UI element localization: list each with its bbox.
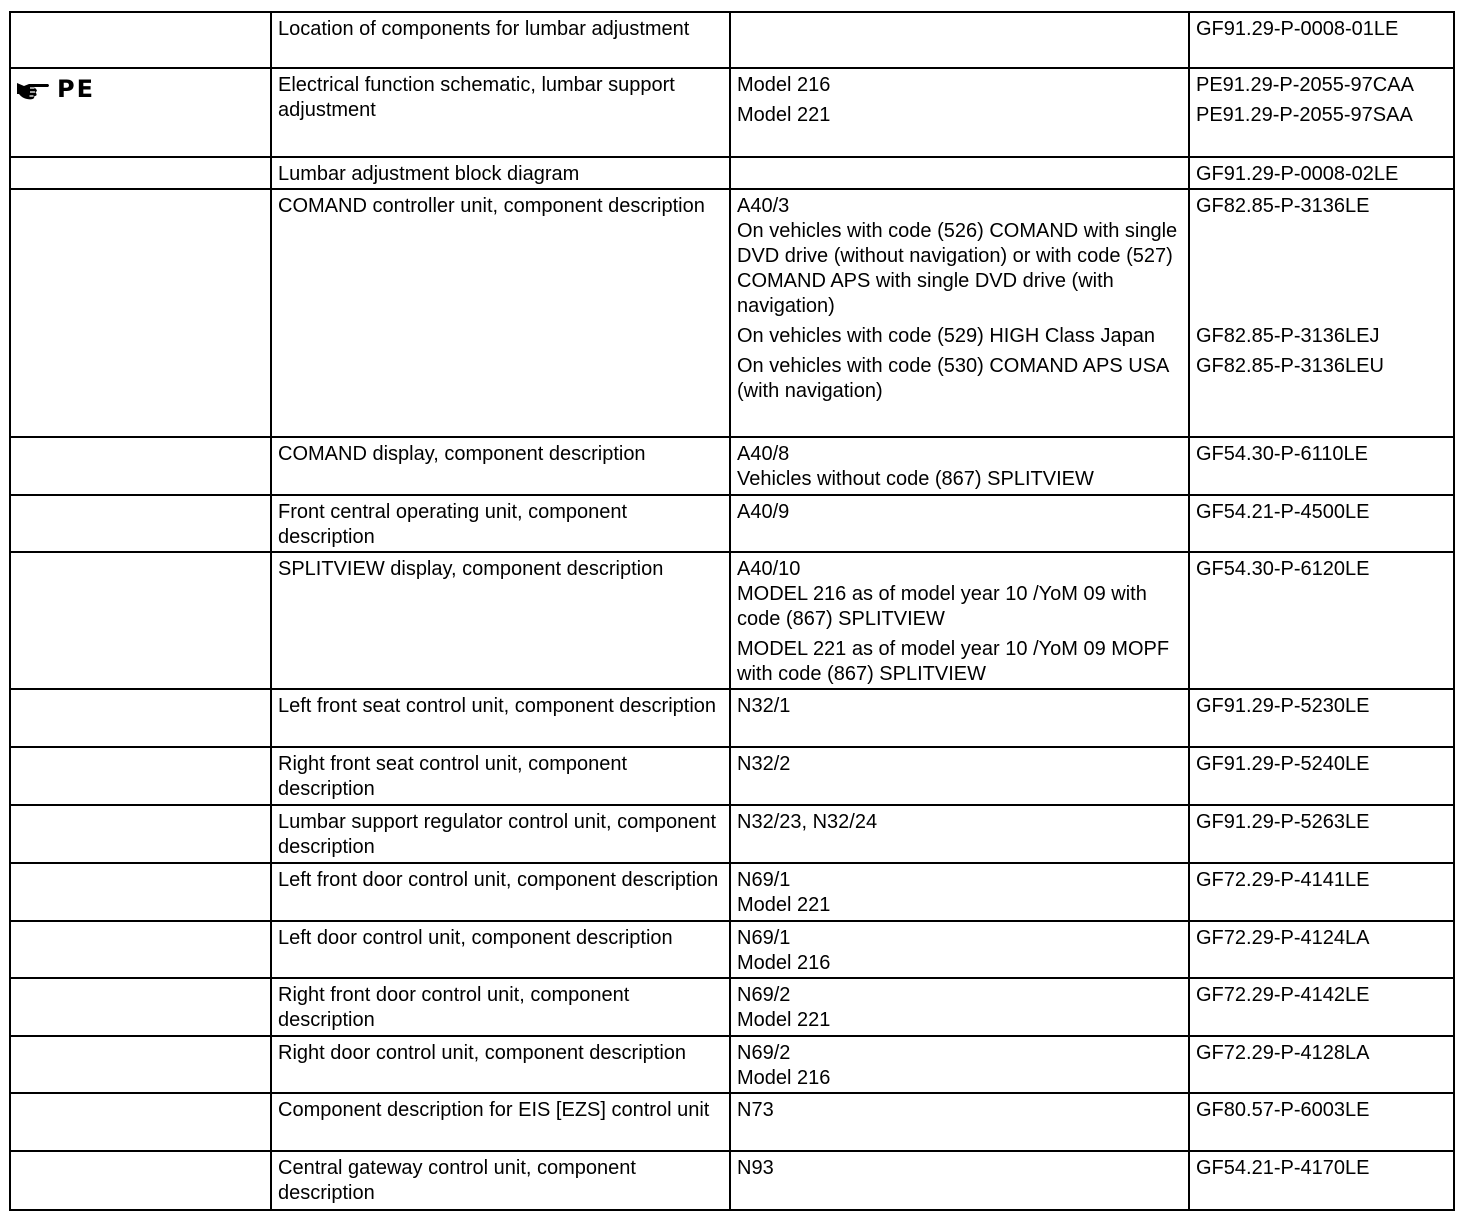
title-cell [271,1093,730,1151]
detail-block [737,354,1182,404]
detail-block [737,637,1182,687]
detail-block [737,1098,1182,1123]
table-row [10,495,1454,552]
title-cell [271,495,730,552]
document-cell [1189,805,1454,863]
detail-text: Model 216 [737,74,831,96]
document-cell [1189,157,1454,189]
title-cell [271,68,730,157]
marker-cell [10,68,271,157]
document-cell [1189,689,1454,747]
title-cell [271,921,730,978]
document-number-block [1196,324,1447,349]
detail-text: Vehicles without code (867) SPLITVIEW [737,468,1094,490]
details-cell [730,1093,1189,1151]
title-cell [271,1036,730,1093]
table-row [10,863,1454,921]
detail-block [737,194,1182,319]
pointing-hand-icon [15,77,51,101]
document-number: PE91.29-P-2055-97SAA [1196,104,1413,126]
detail-text: N69/2 [737,1042,791,1064]
table-row [10,747,1454,805]
title-cell [271,805,730,863]
marker-cell [10,921,271,978]
detail-text: N73 [737,1099,774,1121]
row-title: Right front door control unit, component description [278,984,630,1031]
detail-block [737,926,1182,976]
document-number-block [1196,926,1447,976]
document-number: GF91.29-P-0008-01LE [1196,18,1399,40]
detail-block [737,1156,1182,1181]
document-cell [1189,978,1454,1036]
title-cell [271,157,730,189]
reference-table-body [10,12,1454,1210]
detail-block [737,442,1182,492]
table-row [10,12,1454,68]
table-row [10,921,1454,978]
title-cell [271,189,730,437]
detail-text: Model 216 [737,1067,831,1089]
detail-block [737,983,1182,1033]
row-title: Left front seat control unit, component description [278,695,717,717]
details-cell [730,189,1189,437]
detail-text: N32/23, N32/24 [737,811,878,833]
row-title: Front central operating unit, component description [278,501,628,548]
document-number-block [1196,1098,1447,1123]
detail-text: On vehicles with code (529) HIGH Class Japan [737,325,1155,347]
detail-text: On vehicles with code (530) COMAND APS USA (with navigation) [737,355,1169,402]
document-cell [1189,747,1454,805]
detail-text: On vehicles with code (526) COMAND with single DVD drive (without navigation) or with code (527) COMAND APS with single DVD drive (with navigation) [737,220,1178,317]
details-cell [730,12,1189,68]
document-number-block [1196,442,1447,492]
detail-text: Model 216 [737,952,831,974]
table-row [10,157,1454,189]
row-title: COMAND display, component description [278,443,646,465]
document-number: GF72.29-P-4142LE [1196,984,1370,1006]
document-number: GF72.29-P-4128LA [1196,1042,1370,1064]
document-number-block [1196,694,1447,719]
detail-block [737,324,1182,349]
row-title: Location of components for lumbar adjustment [278,18,690,40]
detail-text: N69/1 [737,869,791,891]
details-cell [730,747,1189,805]
pe-label: PE [57,75,95,103]
document-number: GF82.85-P-3136LEU [1196,355,1384,377]
row-title: Component description for EIS [EZS] control unit [278,1099,710,1121]
title-cell [271,1151,730,1210]
document-number-block [1196,103,1447,128]
document-number: GF54.21-P-4500LE [1196,501,1370,523]
details-cell [730,1151,1189,1210]
document-cell [1189,921,1454,978]
detail-text: MODEL 216 as of model year 10 /YoM 09 with code (867) SPLITVIEW [737,583,1147,630]
marker-cell [10,1036,271,1093]
title-cell [271,978,730,1036]
document-number: GF80.57-P-6003LE [1196,1099,1370,1121]
document-number: GF54.30-P-6110LE [1196,443,1368,465]
document-cell [1189,1093,1454,1151]
detail-text: A40/10 [737,558,801,580]
document-cell [1189,68,1454,157]
pe-marker [15,75,95,103]
document-number-block [1196,810,1447,835]
marker-cell [10,747,271,805]
reference-table [9,11,1455,1211]
detail-block [737,73,1182,98]
details-cell [730,437,1189,495]
detail-text: Model 221 [737,104,831,126]
title-cell [271,552,730,689]
document-number-block [1196,983,1447,1033]
detail-text: N69/2 [737,984,791,1006]
detail-block [737,868,1182,918]
document-number-block [1196,73,1447,98]
document-number-block [1196,1156,1447,1181]
marker-cell [10,805,271,863]
row-title: COMAND controller unit, component description [278,195,705,217]
document-number-block [1196,752,1447,777]
detail-text: A40/8 [737,443,790,465]
detail-block [737,557,1182,632]
document-cell [1189,189,1454,437]
detail-text: N69/1 [737,927,791,949]
marker-cell [10,552,271,689]
detail-text: N32/1 [737,695,791,717]
document-number: GF91.29-P-5240LE [1196,753,1370,775]
document-number: GF82.85-P-3136LE [1196,195,1370,217]
document-cell [1189,552,1454,689]
document-number-block [1196,637,1447,687]
title-cell [271,12,730,68]
marker-cell [10,437,271,495]
row-title: SPLITVIEW display, component description [278,558,664,580]
table-row [10,1036,1454,1093]
title-cell [271,437,730,495]
detail-text: MODEL 221 as of model year 10 /YoM 09 MOPF with code (867) SPLITVIEW [737,638,1170,685]
document-number: GF82.85-P-3136LEJ [1196,325,1380,347]
marker-cell [10,12,271,68]
marker-cell [10,1093,271,1151]
details-cell [730,552,1189,689]
marker-cell [10,495,271,552]
row-title: Right door control unit, component description [278,1042,687,1064]
detail-text: A40/9 [737,501,790,523]
document-number: GF91.29-P-0008-02LE [1196,163,1399,185]
row-title: Central gateway control unit, component description [278,1157,636,1204]
details-cell [730,157,1189,189]
document-number-block [1196,557,1447,632]
table-row [10,68,1454,157]
detail-text: N93 [737,1157,774,1179]
title-cell [271,863,730,921]
marker-cell [10,863,271,921]
details-cell [730,978,1189,1036]
row-title: Lumbar support regulator control unit, component description [278,811,717,858]
detail-block [737,103,1182,128]
marker-cell [10,1151,271,1210]
table-row [10,1151,1454,1210]
document-number: GF72.29-P-4141LE [1196,869,1370,891]
document-number: GF91.29-P-5263LE [1196,811,1370,833]
document-cell [1189,863,1454,921]
table-row [10,189,1454,437]
document-number: GF72.29-P-4124LA [1196,927,1370,949]
title-cell [271,747,730,805]
table-row [10,689,1454,747]
document-number-block [1196,868,1447,918]
document-number-block [1196,1041,1447,1091]
detail-block [737,810,1182,835]
marker-cell [10,689,271,747]
row-title: Lumbar adjustment block diagram [278,163,580,185]
document-cell [1189,495,1454,552]
detail-block [737,1041,1182,1091]
document-cell [1189,437,1454,495]
document-cell [1189,12,1454,68]
marker-cell [10,978,271,1036]
detail-text: Model 221 [737,1009,831,1031]
row-title: Left front door control unit, component description [278,869,719,891]
table-row [10,552,1454,689]
details-cell [730,1036,1189,1093]
document-number: PE91.29-P-2055-97CAA [1196,74,1414,96]
detail-block [737,752,1182,777]
detail-block [737,694,1182,719]
document-cell [1189,1036,1454,1093]
details-cell [730,689,1189,747]
table-row [10,805,1454,863]
document-number-block [1196,354,1447,404]
document-number: GF54.30-P-6120LE [1196,558,1370,580]
details-cell [730,68,1189,157]
row-title: Right front seat control unit, component description [278,753,628,800]
document-number: GF91.29-P-5230LE [1196,695,1370,717]
table-row [10,1093,1454,1151]
details-cell [730,921,1189,978]
row-title: Left door control unit, component description [278,927,673,949]
details-cell [730,863,1189,921]
detail-text: N32/2 [737,753,791,775]
details-cell [730,495,1189,552]
table-row [10,978,1454,1036]
details-cell [730,805,1189,863]
detail-text: Model 221 [737,894,831,916]
document-number-block [1196,194,1447,319]
document-number-block [1196,500,1447,525]
marker-cell [10,189,271,437]
detail-block [737,500,1182,525]
row-title: Electrical function schematic, lumbar support adjustment [278,74,675,121]
table-row [10,437,1454,495]
document-cell [1189,1151,1454,1210]
marker-cell [10,157,271,189]
title-cell [271,689,730,747]
document-number: GF54.21-P-4170LE [1196,1157,1370,1179]
detail-text: A40/3 [737,195,790,217]
